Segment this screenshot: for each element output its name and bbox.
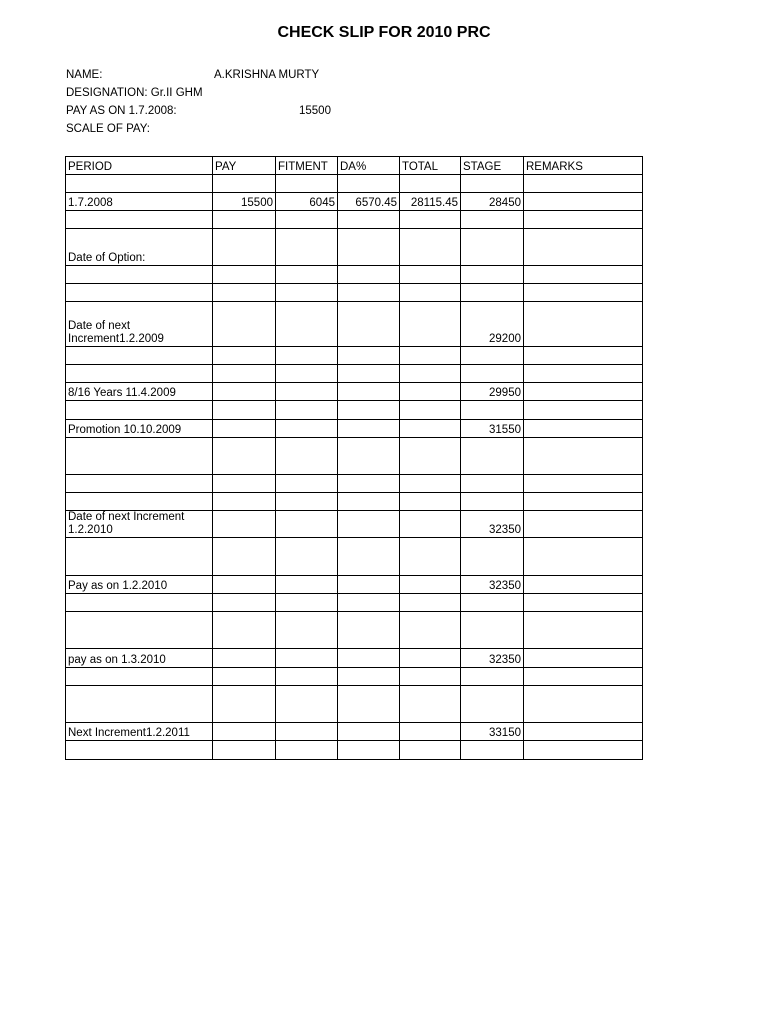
cell-period: [66, 266, 213, 284]
cell-total: [400, 576, 461, 594]
cell-remarks: [524, 612, 643, 649]
cell-remarks: [524, 668, 643, 686]
column-header-remarks: REMARKS: [524, 157, 643, 175]
scale-of-pay-label: SCALE OF PAY:: [66, 123, 150, 135]
cell-period: 1.7.2008: [66, 193, 213, 211]
table-row: [66, 594, 643, 612]
cell-pay: [213, 493, 276, 511]
cell-remarks: [524, 347, 643, 365]
cell-fitment: [276, 475, 338, 493]
cell-fitment: [276, 284, 338, 302]
cell-remarks: [524, 193, 643, 211]
cell-fitment: [276, 365, 338, 383]
cell-remarks: [524, 211, 643, 229]
cell-stage: 31550: [461, 420, 524, 438]
cell-stage: [461, 612, 524, 649]
cell-total: [400, 420, 461, 438]
cell-total: [400, 723, 461, 741]
cell-stage: [461, 686, 524, 723]
cell-total: [400, 538, 461, 576]
cell-period: 8/16 Years 11.4.2009: [66, 383, 213, 401]
cell-stage: [461, 175, 524, 193]
cell-remarks: [524, 229, 643, 266]
cell-remarks: [524, 493, 643, 511]
cell-pay: [213, 438, 276, 475]
cell-stage: [461, 741, 524, 760]
cell-pay: [213, 420, 276, 438]
cell-pay: [213, 538, 276, 576]
cell-fitment: [276, 438, 338, 475]
cell-total: [400, 175, 461, 193]
cell-stage: [461, 475, 524, 493]
cell-stage: 32350: [461, 649, 524, 668]
cell-fitment: [276, 538, 338, 576]
cell-fitment: [276, 686, 338, 723]
name-label: NAME:: [66, 69, 103, 81]
cell-fitment: [276, 383, 338, 401]
cell-fitment: [276, 493, 338, 511]
cell-period: [66, 175, 213, 193]
cell-total: [400, 401, 461, 420]
cell-period: Promotion 10.10.2009: [66, 420, 213, 438]
cell-fitment: [276, 302, 338, 347]
table-row: [66, 266, 643, 284]
cell-period: [66, 347, 213, 365]
cell-total: [400, 649, 461, 668]
table-row: [66, 365, 643, 383]
cell-pay: [213, 612, 276, 649]
cell-da: [338, 493, 400, 511]
table-row: [66, 420, 643, 438]
cell-period: [66, 594, 213, 612]
cell-stage: [461, 347, 524, 365]
cell-stage: [461, 211, 524, 229]
cell-stage: [461, 438, 524, 475]
cell-fitment: [276, 668, 338, 686]
cell-da: [338, 538, 400, 576]
cell-remarks: [524, 420, 643, 438]
cell-stage: [461, 493, 524, 511]
cell-pay: [213, 347, 276, 365]
cell-period: Pay as on 1.2.2010: [66, 576, 213, 594]
cell-period: [66, 668, 213, 686]
cell-period: [66, 438, 213, 475]
cell-stage: 32350: [461, 576, 524, 594]
cell-fitment: [276, 723, 338, 741]
cell-total: [400, 612, 461, 649]
cell-remarks: [524, 741, 643, 760]
cell-remarks: [524, 383, 643, 401]
cell-fitment: [276, 266, 338, 284]
cell-remarks: [524, 511, 643, 538]
table-row: [66, 193, 643, 211]
cell-da: [338, 175, 400, 193]
cell-stage: [461, 229, 524, 266]
name-value: A.KRISHNA MURTY: [214, 69, 320, 81]
cell-remarks: [524, 576, 643, 594]
cell-fitment: [276, 576, 338, 594]
table-row: [66, 493, 643, 511]
designation-line: DESIGNATION: Gr.II GHM: [66, 87, 203, 99]
cell-fitment: [276, 347, 338, 365]
cell-remarks: [524, 365, 643, 383]
cell-da: [338, 723, 400, 741]
table-row: [66, 686, 643, 723]
cell-pay: [213, 511, 276, 538]
cell-da: [338, 668, 400, 686]
cell-period: [66, 284, 213, 302]
table-row: [66, 401, 643, 420]
cell-da: [338, 594, 400, 612]
cell-period: pay as on 1.3.2010: [66, 649, 213, 668]
cell-remarks: [524, 475, 643, 493]
cell-fitment: [276, 594, 338, 612]
column-header-total: TOTAL: [400, 157, 461, 175]
cell-stage: [461, 538, 524, 576]
cell-stage: [461, 284, 524, 302]
cell-pay: [213, 229, 276, 266]
cell-remarks: [524, 723, 643, 741]
column-header-pay: PAY: [213, 157, 276, 175]
column-header-da: DA%: [338, 157, 400, 175]
cell-fitment: [276, 420, 338, 438]
cell-total: [400, 347, 461, 365]
table-row: [66, 175, 643, 193]
pay-label: PAY AS ON 1.7.2008:: [66, 105, 177, 117]
cell-stage: 32350: [461, 511, 524, 538]
cell-stage: [461, 401, 524, 420]
cell-fitment: [276, 741, 338, 760]
cell-period: Date of next Increment1.2.2009: [66, 302, 213, 347]
cell-pay: [213, 668, 276, 686]
cell-da: [338, 420, 400, 438]
table-header-row: [66, 157, 643, 175]
table-row: [66, 284, 643, 302]
cell-fitment: [276, 649, 338, 668]
cell-da: [338, 211, 400, 229]
cell-pay: [213, 383, 276, 401]
cell-fitment: [276, 175, 338, 193]
cell-pay: [213, 686, 276, 723]
cell-da: [338, 511, 400, 538]
cell-da: [338, 229, 400, 266]
cell-remarks: [524, 649, 643, 668]
cell-da: [338, 741, 400, 760]
cell-pay: [213, 284, 276, 302]
cell-period: [66, 741, 213, 760]
cell-total: [400, 229, 461, 266]
table-row: [66, 538, 643, 576]
cell-remarks: [524, 302, 643, 347]
cell-remarks: [524, 686, 643, 723]
cell-total: [400, 741, 461, 760]
cell-stage: 33150: [461, 723, 524, 741]
cell-period: [66, 493, 213, 511]
cell-da: [338, 266, 400, 284]
column-header-period: PERIOD: [66, 157, 213, 175]
cell-total: [400, 594, 461, 612]
cell-period: [66, 612, 213, 649]
cell-stage: 28450: [461, 193, 524, 211]
cell-da: [338, 401, 400, 420]
cell-total: [400, 266, 461, 284]
cell-da: [338, 284, 400, 302]
cell-remarks: [524, 538, 643, 576]
cell-total: [400, 686, 461, 723]
table-row: [66, 211, 643, 229]
table-row: [66, 383, 643, 401]
cell-da: [338, 365, 400, 383]
cell-pay: [213, 723, 276, 741]
cell-pay: [213, 211, 276, 229]
cell-fitment: [276, 229, 338, 266]
cell-da: 6570.45: [338, 193, 400, 211]
cell-stage: 29950: [461, 383, 524, 401]
cell-fitment: [276, 511, 338, 538]
table-row: [66, 511, 643, 538]
cell-pay: [213, 175, 276, 193]
cell-period: [66, 538, 213, 576]
cell-da: [338, 612, 400, 649]
cell-period: [66, 365, 213, 383]
table-row: [66, 741, 643, 760]
cell-remarks: [524, 266, 643, 284]
cell-da: [338, 347, 400, 365]
table-row: [66, 723, 643, 741]
cell-stage: [461, 365, 524, 383]
check-slip-table: [65, 156, 643, 760]
cell-stage: [461, 594, 524, 612]
table-row: [66, 302, 643, 347]
cell-pay: [213, 266, 276, 284]
cell-fitment: [276, 612, 338, 649]
cell-total: [400, 511, 461, 538]
cell-total: [400, 668, 461, 686]
cell-da: [338, 576, 400, 594]
cell-total: [400, 284, 461, 302]
cell-stage: [461, 668, 524, 686]
cell-da: [338, 649, 400, 668]
cell-total: [400, 211, 461, 229]
cell-period: [66, 686, 213, 723]
cell-pay: [213, 475, 276, 493]
cell-da: [338, 383, 400, 401]
cell-period: [66, 211, 213, 229]
table-row: [66, 347, 643, 365]
cell-total: [400, 302, 461, 347]
cell-fitment: [276, 401, 338, 420]
cell-da: [338, 475, 400, 493]
cell-remarks: [524, 438, 643, 475]
column-header-stage: STAGE: [461, 157, 524, 175]
column-header-fitment: FITMENT: [276, 157, 338, 175]
cell-remarks: [524, 284, 643, 302]
table-row: [66, 229, 643, 266]
cell-remarks: [524, 175, 643, 193]
cell-pay: [213, 576, 276, 594]
table-row: [66, 612, 643, 649]
cell-total: 28115.45: [400, 193, 461, 211]
cell-da: [338, 302, 400, 347]
table-row: [66, 576, 643, 594]
cell-period: [66, 401, 213, 420]
cell-da: [338, 438, 400, 475]
cell-total: [400, 493, 461, 511]
cell-pay: [213, 401, 276, 420]
cell-pay: [213, 741, 276, 760]
cell-total: [400, 475, 461, 493]
cell-da: [338, 686, 400, 723]
cell-pay: 15500: [213, 193, 276, 211]
cell-pay: [213, 594, 276, 612]
table-row: [66, 668, 643, 686]
cell-total: [400, 365, 461, 383]
cell-period: Next Increment1.2.2011: [66, 723, 213, 741]
cell-fitment: 6045: [276, 193, 338, 211]
table-row: [66, 475, 643, 493]
cell-remarks: [524, 401, 643, 420]
cell-pay: [213, 365, 276, 383]
document-title: CHECK SLIP FOR 2010 PRC: [277, 24, 491, 41]
table-row: [66, 438, 643, 475]
cell-stage: 29200: [461, 302, 524, 347]
cell-pay: [213, 302, 276, 347]
cell-period: Date of Option:: [66, 229, 213, 266]
cell-remarks: [524, 594, 643, 612]
pay-value: 15500: [299, 105, 331, 117]
cell-pay: [213, 649, 276, 668]
cell-period: [66, 475, 213, 493]
cell-period: Date of next Increment 1.2.2010: [66, 511, 213, 538]
cell-total: [400, 438, 461, 475]
table-row: [66, 649, 643, 668]
cell-fitment: [276, 211, 338, 229]
cell-total: [400, 383, 461, 401]
cell-stage: [461, 266, 524, 284]
